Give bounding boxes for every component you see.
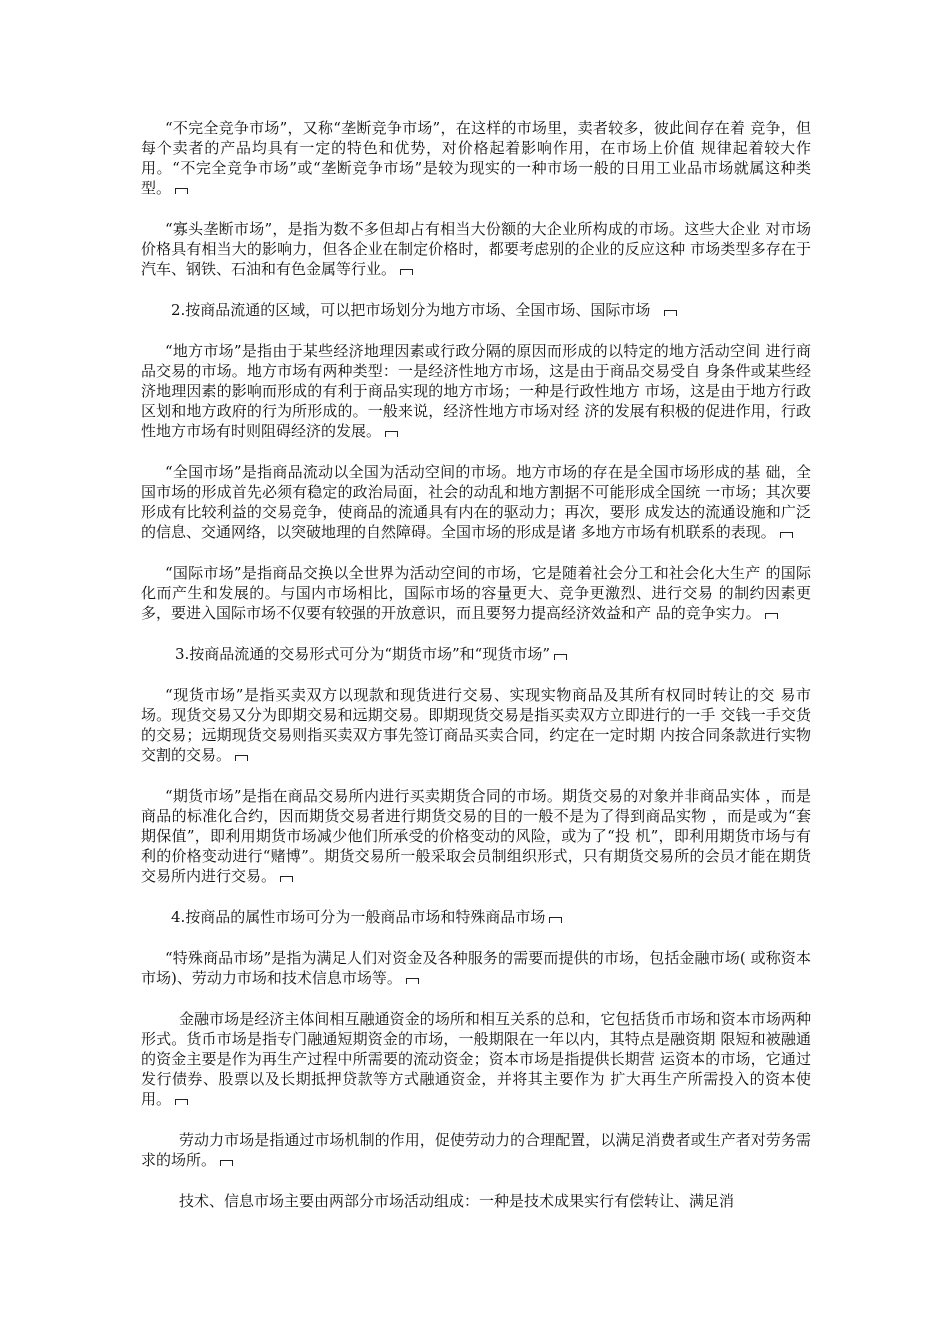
paragraph-mark-icon xyxy=(280,876,293,882)
paragraph-mark-icon xyxy=(406,978,419,984)
paragraph-international-market xyxy=(141,563,811,623)
paragraph-mark-icon xyxy=(235,755,248,761)
section-heading-2 xyxy=(141,300,811,320)
paragraph-text: “地方市场”是指由于某些经济地理因素或行政分隔的原因而形成的以特定的地方活动空间 进行商品交易的市场。地方市场有两种类型：一是经济性地方市场，这是由于商品交易受自 身条件或某些经济地理因素的影响而形成的有利于商品实现的地方市场；一种是行政性地方 市场，这是由于地方行政区划和地方政府的行为所形成的。一般来说，经济性地方市场对经 济的发展有积极的促进作用，行政性地方市场有时则阻碍经济的发展。 xyxy=(141,342,811,440)
paragraph-tech-info-market xyxy=(141,1191,811,1211)
paragraph-spot-market xyxy=(141,685,811,765)
paragraph-text: “国际市场”是指商品交换以全世界为活动空间的市场，它是随着社会分工和社会化大生产 的国际化而产生和发展的。与国内市场相比，国际市场的容量更大、竞争更激烈、进行交易 的制约因素更多，要进入国际市场不仅要有较强的开放意识，而且要努力提高经济效益和产 品的竞争实力。 xyxy=(141,564,811,622)
heading-text: 4.按商品的属性市场可分为一般商品市场和特殊商品市场 xyxy=(171,908,546,926)
paragraph-mark-icon xyxy=(549,917,562,923)
paragraph-mark-icon xyxy=(220,1160,233,1166)
heading-text: 2.按商品流通的区域，可以把市场划分为地方市场、全国市场、国际市场 xyxy=(171,301,651,319)
paragraph-text: 技术、信息市场主要由两部分市场活动组成：一种是技术成果实行有偿转让、满足消 xyxy=(179,1192,735,1210)
paragraph-text: “寡头垄断市场”，是指为数不多但却占有相当大份额的大企业所构成的市场。这些大企业 对市场价格具有相当大的影响力，但各企业在制定价格时，都要考虑别的企业的反应这种 市场类型多存在于汽车、钢铁、石油和有色金属等行业。 xyxy=(141,220,811,278)
section-heading-4 xyxy=(141,907,811,927)
section-heading-3 xyxy=(141,644,811,664)
document-page xyxy=(141,118,811,1232)
paragraph-special-goods-market xyxy=(141,948,811,988)
paragraph-incomplete-competition xyxy=(141,118,811,198)
paragraph-text: “特殊商品市场”是指为满足人们对资金及各种服务的需要而提供的市场，包括金融市场( 或称资本市场)、劳动力市场和技术信息市场等。 xyxy=(141,949,811,987)
heading-text: 3.按商品流通的交易形式可分为“期货市场”和“现货市场” xyxy=(175,645,550,663)
paragraph-oligopoly xyxy=(141,219,811,279)
paragraph-financial-market xyxy=(141,1009,811,1109)
paragraph-text: “不完全竞争市场”，又称“垄断竞争市场”，在这样的市场里，卖者较多，彼此间存在着 竞争，但每个卖者的产品均具有一定的特色和优势，对价格起着影响作用，在市场上价值 规律起着较大作用。“不完全竞争市场”或“垄断竞争市场”是较为现实的一种市场一般的日用工业品市场就属这种类型。 xyxy=(141,119,811,197)
paragraph-mark-icon xyxy=(765,613,778,619)
paragraph-mark-icon xyxy=(400,269,413,275)
paragraph-mark-icon xyxy=(175,1099,188,1105)
paragraph-text: “全国市场”是指商品流动以全国为活动空间的市场。地方市场的存在是全国市场形成的基 础，全国市场的形成首先必须有稳定的政治局面，社会的动乱和地方割据不可能形成全国统 一市场；其次要形成有比较利益的交易竞争，使商品的流通具有内在的驱动力；再次，要形 成发达的流通设施和广泛的信息、交通网络，以突破地理的自然障碍。全国市场的形成是诸 多地方市场有机联系的表现。 xyxy=(141,463,811,541)
paragraph-national-market xyxy=(141,462,811,542)
paragraph-labor-market xyxy=(141,1130,811,1170)
paragraph-mark-icon xyxy=(175,188,188,194)
paragraph-mark-icon xyxy=(780,532,793,538)
paragraph-mark-icon xyxy=(554,654,567,660)
paragraph-text: 劳动力市场是指通过市场机制的作用，促使劳动力的合理配置，以满足消费者或生产者对劳务需求的场所。 xyxy=(141,1131,811,1169)
paragraph-mark-icon xyxy=(664,310,677,316)
paragraph-text: “期货市场”是指在商品交易所内进行买卖期货合同的市场。期货交易的对象并非商品实体 ，而是商品的标准化合约，因而期货交易者进行期货交易的目的一般不是为了得到商品实物 ，而是或为“套期保值”，即利用期货市场减少他们所承受的价格变动的风险，或为了“投 机”，即利用期货市场与有利的价格变动进行“赌博”。期货交易所一般采取会员制组织形式，只有期货交易所的会员才能在期货交易所内进行交易。 xyxy=(141,787,811,885)
paragraph-futures-market xyxy=(141,786,811,886)
paragraph-local-market xyxy=(141,341,811,441)
paragraph-text: 金融市场是经济主体间相互融通资金的场所和相互关系的总和，它包括货币市场和资本市场两种形式。货币市场是指专门融通短期资金的市场，一般期限在一年以内，其特点是融资期 限短和被融通的资金主要是作为再生产过程中所需要的流动资金；资本市场是指提供长期营 运资本的市场，它通过发行债券、股票以及长期抵押贷款等方式融通资金，并将其主要作为 扩大再生产所需投入的资本使用。 xyxy=(141,1010,811,1108)
paragraph-mark-icon xyxy=(385,431,398,437)
paragraph-text: “现货市场”是指买卖双方以现款和现货进行交易、实现实物商品及其所有权同时转让的交 易市场。现货交易又分为即期交易和远期交易。即期现货交易是指买卖双方立即进行的一手 交钱一手交货的交易；远期现货交易则指买卖双方事先签订商品买卖合同，约定在一定时期 内按合同条款进行实物交割的交易。 xyxy=(141,686,811,764)
